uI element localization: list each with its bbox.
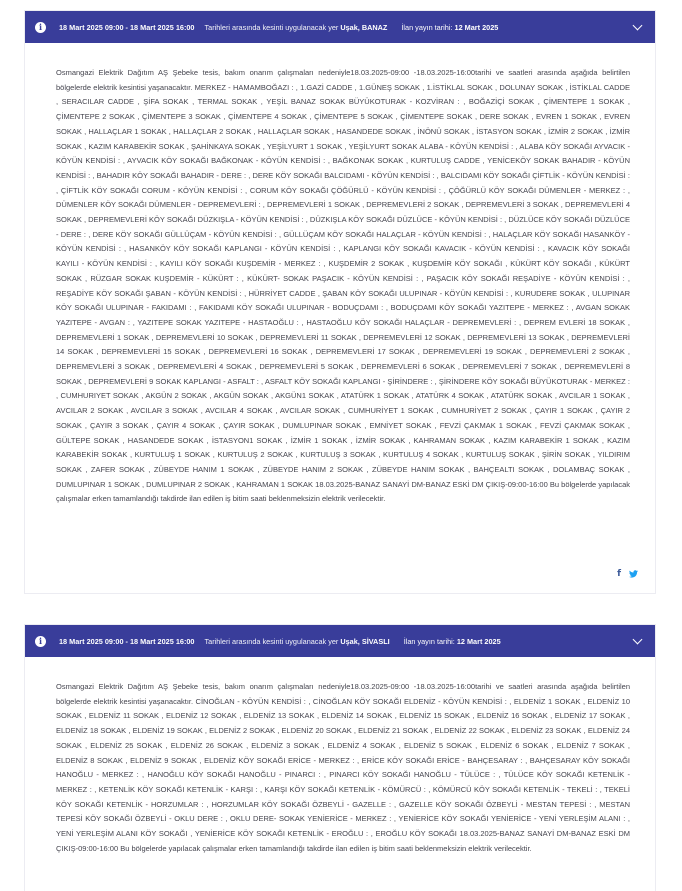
notice-publish (404, 637, 501, 646)
chevron-down-icon[interactable] (633, 634, 643, 644)
publish-label: İlan yayın tarihi: (403, 636, 455, 646)
publish-date: 12 Mart 2025 (456, 636, 501, 646)
notice-between-text: Tarihleri arasında kesinti uygulanacak yer (204, 22, 339, 32)
publish-label: İlan yayın tarihi: (401, 22, 453, 32)
notice-publish (401, 23, 498, 32)
outage-notice-card (24, 624, 656, 891)
notice-date-range: 18 Mart 2025 09:00 - 18 Mart 2025 16:00 (59, 22, 195, 32)
facebook-icon[interactable]: f (617, 569, 621, 579)
notice-body: Osmangazi Elektrik Dağıtım AŞ Şebeke tesis, bakım onarım çalışmaları nedeniyle18.03.2025-09:00 -18.03.2025-16:00tarihi ve saatleri arasında aşağıda belirtilen bölgelerde elektrik kesintisi yaşanacaktır. CİNOĞLAN - KÖYÜN KENDİSİ : , CİNOĞLAN KÖY SOKAĞI ELDENİZ - KÖYÜN KENDİSİ : , ELDENİZ 1 SOKAK , ELDENİZ 10 SOKAK , ELDENİZ 11 SOKAK , ELDENİZ 12 SOKAK , ELDENİZ 13 SOKAK , ELDENİZ 14 SOKAK , ELDENİZ 15 SOKAK , ELDENİZ 16 SOKAK , ELDENİZ 17 SOKAK , ELDENİZ 18 SOKAK , ELDENİZ 19 SOKAK , ELDENİZ 2 SOKAK , ELDENİZ 20 SOKAK , ELDENİZ 21 SOKAK , ELDENİZ 22 SOKAK , ELDENİZ 23 SOKAK , ELDENİZ 24 SOKAK , ELDENİZ 25 SOKAK , ELDENİZ 26 SOKAK , ELDENİZ 3 SOKAK , ELDENİZ 4 SOKAK , ELDENİZ 5 SOKAK , ELDENİZ 6 SOKAK , ELDENİZ 7 SOKAK , ELDENİZ 8 SOKAK , ELDENİZ 9 SOKAK , ELDENİZ KÖY SOKAĞI ERİCE - MERKEZ : , ERİCE KÖY SOKAĞI ERİCE - BAHÇESARAY : , BAHÇESARAY KÖY SOKAĞI HANOĞLU - MERKEZ : , HANOĞLU KÖY SOKAĞI HANOĞLU - PINARCI : , PINARCI KÖY SOKAĞI HANOĞLU - TÜLÜCE : , TÜLÜCE KÖY SOKAĞI KETENLİK - MERKEZ : , KETENLİK KÖY SOKAĞI KETENLİK - KARŞI : , KARŞI KÖY SOKAĞI KETENLİK - KÖMÜRCÜ : , KÖMÜRCÜ KÖY SOKAĞI KETENLİK - TEKELİ : , TEKELİ KÖY SOKAĞI KETENLİK - HORZUMLAR : , HORZUMLAR KÖY SOKAĞI ÖZBEYLİ - GAZELLE : , GAZELLE KÖY SOKAĞI ÖZBEYLİ - MESTAN TEPESİ : , MESTAN TEPESİ KÖY SOKAĞI ÖZBEYLİ - OKLU DERE : , OKLU DERE- SOKAK YENİERİCE - MERKEZ : , YENİERİCE KÖY SOKAĞI YENİERİCE - YENİ YERLEŞİM ALANI : , YENİ YERLEŞİM ALANI KÖY SOKAĞI , YENİERİCE KÖY SOKAĞI KETENLİK - EROĞLU : , EROĞLU KÖY SOKAĞI 18.03.2025-BANAZ SANAYİ DM-BANAZ ESKİ DM ÇIKIŞ-09:00-16:00 Bu bölgelerde yapılacak çalışmalar erken tamamlandığı takdirde ilan edilen iş bitim saati beklenmeksizin elektrik verilecektir. (56, 682, 630, 853)
notice-location: Uşak, SİVASLI (340, 636, 390, 646)
notice-date-range: 18 Mart 2025 09:00 - 18 Mart 2025 16:00 (59, 636, 195, 646)
info-icon: i (35, 636, 46, 647)
notice-location: Uşak, BANAZ (340, 22, 388, 32)
notice-header[interactable] (25, 625, 655, 657)
twitter-icon[interactable] (629, 570, 638, 578)
notice-header[interactable] (25, 11, 655, 43)
notice-between-text: Tarihleri arasında kesinti uygulanacak yer (204, 636, 339, 646)
share-buttons (617, 569, 638, 579)
outage-notice-card (24, 10, 656, 594)
publish-date: 12 Mart 2025 (454, 22, 499, 32)
notice-body: Osmangazi Elektrik Dağıtım AŞ Şebeke tesis, bakım onarım çalışmaları nedeniyle18.03.2025-09:00 -18.03.2025-16:00tarihi ve saatleri arasında aşağıda belirtilen bölgelerde elektrik kesintisi yaşanacaktır. MERKEZ - HAMAMBOĞAZI : , 1.GAZİ CADDE , 1.GÜNEŞ SOKAK , 1.İSTİKLAL SOKAK , DOLUNAY SOKAK , İSTİKLAL CADDE , SERACILAR CADDE , ŞİFA SOKAK , TERMAL SOKAK , YEŞİL BANAZ SOKAK BÜYÜKOTURAK - KOZVİRAN : , BOĞAZİÇİ SOKAK , ÇİMENTEPE 1 SOKAK , ÇİMENTEPE 2 SOKAK , ÇİMENTEPE 3 SOKAK , ÇİMENTEPE 4 SOKAK , ÇİMENTEPE 5 SOKAK , ÇİMENTEPE SOKAK , DERE SOKAK , EVREN 1 SOKAK , EVREN SOKAK , HALLAÇLAR 1 SOKAK , HALLAÇLAR 2 SOKAK , HALLAÇLAR SOKAK , HASANDEDE SOKAK , İNÖNÜ SOKAK , İSTASYON SOKAK , İZMİR 2 SOKAK , İZMİR SOKAK , KAZIM KARABEKİR SOKAK , ŞAHİNKAYA SOKAK , YEŞİLYURT 1 SOKAK , YEŞİLYURT SOKAK ALABA - KÖYÜN KENDİSİ : , ALABA KÖY SOKAĞI AYVACIK - KÖYÜN KENDİSİ : , AYVACIK KÖY SOKAĞI BAĞKONAK - KÖYÜN KENDİSİ : , BAĞKONAK SOKAK , KURTULUŞ CADDE , YENİCEKÖY SOKAK BAHADIR - KÖYÜN KENDİSİ : , BAHADIR KÖY SOKAĞI BAHADIR - DERE : , DERE KÖY SOKAĞI BALCIDAMI - KÖYÜN KENDİSİ : , BALCIDAMI KÖY SOKAĞI ÇİFTLİK - KÖYÜN KENDİSİ : , ÇİFTLİK KÖY SOKAĞI CORUM - KÖYÜN KENDİSİ : , CORUM KÖY SOKAĞI ÇÖĞÜRLÜ - KÖYÜN KENDİSİ : , ÇÖĞÜRLÜ KÖY SOKAĞI DÜMENLER - MERKEZ : , DÜMENLER KÖY SOKAĞI DÜMENLER - DEPREMEVLERİ : , DEPREMEVLERİ 1 SOKAK , DEPREMEVLERİ 2 SOKAK , DEPREMEVLERİ 3 SOKAK , DEPREMEVLERİ 4 SOKAK , DEPREMEVLERİ KÖY SOKAĞI DÜZKIŞLA - KÖYÜN KENDİSİ : , DÜZKIŞLA KÖY SOKAĞI DÜZLÜCE - KÖYÜN KENDİSİ : , DÜZLÜCE KÖY SOKAĞI DÜZLÜCE - DERE : , DERE KÖY SOKAĞI GÜLLÜÇAM - KÖYÜN KENDİSİ : , GÜLLÜÇAM KÖY SOKAĞI HALAÇLAR - KÖYÜN KENDİSİ : , HALAÇLAR KÖY SOKAĞI HASANKÖY - KÖYÜN KENDİSİ : , HASANKÖY KÖY SOKAĞI KAPLANGI - KÖYÜN KENDİSİ : , KAPLANGI KÖY SOKAĞI KAVACIK - KÖYÜN KENDİSİ : , KAVACIK KÖY SOKAĞI KAYILI - KÖYÜN KENDİSİ : , KAYILI KÖY SOKAĞI KUŞDEMİR - MERKEZ : , KUŞDEMİR 2 SOKAK , KUŞDEMİR KÖY SOKAĞI , KÜKÜRT KÖY SOKAĞI , KÜKÜRT SOKAK , RÜZGAR SOKAK KUŞDEMİR - KÜKÜRT : , KÜKÜRT- SOKAK PAŞACIK - KÖYÜN KENDİSİ : , PAŞACIK KÖY SOKAĞI REŞADİYE - KÖYÜN KENDİSİ : , REŞADİYE KÖY SOKAĞI ŞABAN - KÖYÜN KENDİSİ : , HÜRRİYET CADDE , ŞABAN KÖY SOKAĞI ULUPINAR - KÖYÜN KENDİSİ : , KURUDERE SOKAK , ULUPINAR KÖY SOKAĞI ULUPINAR - FAKIDAMI : , FAKIDAMI KÖY SOKAĞI ULUPINAR - BODUÇDAMI : , BODUÇDAMI KÖY SOKAĞI YAZITEPE - MERKEZ : , AVGAN SOKAK YAZITEPE - AVGAN : , YAZITEPE SOKAK YAZITEPE - HASTAOĞLU : , HASTAOĞLU KÖY SOKAĞI HALAÇLAR - DEPREMEVLERİ : , DEPREM EVLERİ 18 SOKAK , DEPREMEVLERİ 1 SOKAK , DEPREMEVLERİ 10 SOKAK , DEPREMEVLERİ 11 SOKAK , DEPREMEVLERİ 12 SOKAK , DEPREMEVLERİ 13 SOKAK , DEPREMEVLERİ 14 SOKAK , DEPREMEVLERİ 15 SOKAK , DEPREMEVLERİ 16 SOKAK , DEPREMEVLERİ 17 SOKAK , DEPREMEVLERİ 19 SOKAK , DEPREMEVLERİ 2 SOKAK , DEPREMEVLERİ 3 SOKAK , DEPREMEVLERİ 4 SOKAK , DEPREMEVLERİ 5 SOKAK , DEPREMEVLERİ 6 SOKAK , DEPREMEVLERİ 7 SOKAK , DEPREMEVLERİ 8 SOKAK , DEPREMEVLERİ 9 SOKAK KAPLANGI - ASFALT : , ASFALT KÖY SOKAĞI KAPLANGI - ŞİRİNDERE : , ŞİRİNDERE KÖY SOKAĞI BÜYÜKOTURAK - MERKEZ : , CUMHURIYET SOKAK , AKGÜN 2 SOKAK , AKGÜN SOKAK , AKGÜN1 SOKAK , ATATÜRK 1 SOKAK , ATATÜRK 4 SOKAK , ATATÜRK SOKAK , AVCILAR 1 SOKAK , AVCILAR 2 SOKAK , AVCILAR 3 SOKAK , AVCILAR 4 SOKAK , AVCILAR SOKAK , CUMHURİYET 1 SOKAK , CUMHURİYET 2 SOKAK , ÇAYIR 1 SOKAK , ÇAYIR 2 SOKAK , ÇAYIR 3 SOKAK , ÇAYIR 4 SOKAK , ÇAYIR SOKAK , DUMLUPINAR SOKAK , EMNİYET SOKAK , FEVZİ ÇAKMAK 1 SOKAK , FEVZİ ÇAKMAK SOKAK , GÜLTEPE SOKAK , HASANDEDE SOKAK , İSTASYON1 SOKAK , İZMİR 1 SOKAK , İZMİR SOKAK , KAHRAMAN SOKAK , KAZIM KARABEKİR 1 SOKAK , KAZIM KARABEKİR SOKAK , KURTULUŞ 1 SOKAK , KURTULUŞ 2 SOKAK , KURTULUŞ 3 SOKAK , KURTULUŞ 4 SOKAK , KURTULUŞ SOKAK , ŞİRİN SOKAK , YILDIRIM SOKAK , ZAFER SOKAK , ZÜBEYDE HANIM 1 SOKAK , ZÜBEYDE HANIM 2 SOKAK , ZÜBEYDE HANIM SOKAK , BAHÇEALTI SOKAK , DOLAMBAÇ SOKAK , DUMLUPINAR 1 SOKAK , DUMLUPINAR 2 SOKAK , KAHRAMAN 1 SOKAK 18.03.2025-BANAZ SANAYİ DM-BANAZ ESKİ DM ÇIKIŞ-09:00-16:00 Bu bölgelerde yapılacak çalışmalar erken tamamlandığı takdirde ilan edilen iş bitim saati beklenmeksizin elektrik verilecektir. (56, 68, 630, 504)
info-icon: i (35, 22, 46, 33)
chevron-down-icon[interactable] (633, 20, 643, 30)
